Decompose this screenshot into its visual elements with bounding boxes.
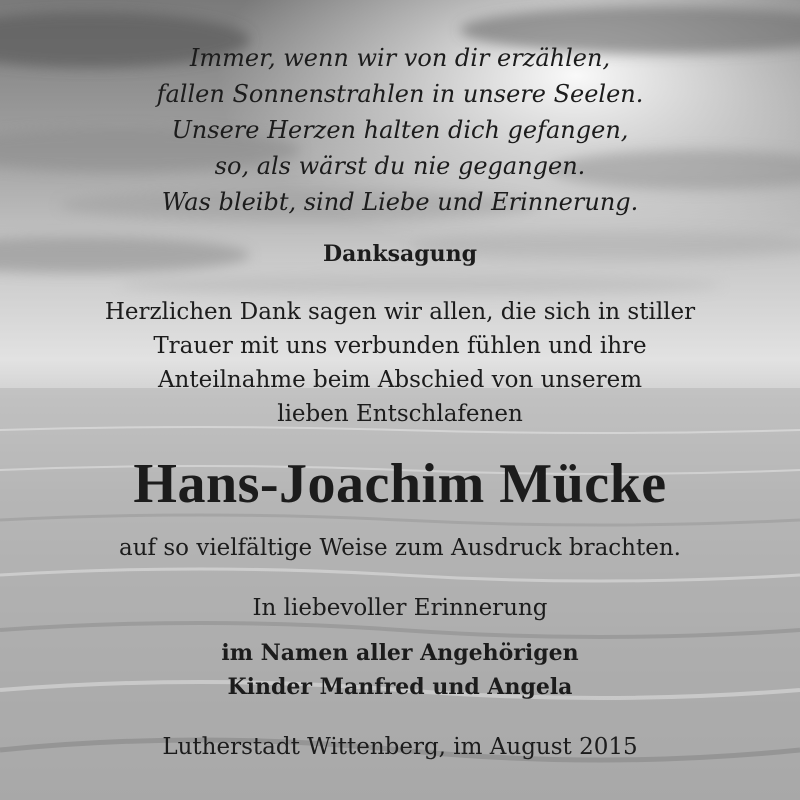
place-date: Lutherstadt Wittenberg, im August 2015: [162, 734, 638, 760]
thanks-line: Herzlichen Dank sagen wir allen, die sich in stiller: [104, 299, 696, 325]
poem-line: so, als wärst du nie gegangen.: [214, 152, 586, 180]
thanks-line: lieben Entschlafenen: [277, 401, 523, 427]
after-name-text: auf so vielfältige Weise zum Ausdruck brachten.: [119, 535, 681, 561]
poem-line: Was bleibt, sind Liebe und Erinnerung.: [161, 188, 639, 216]
poem-line: Immer, wenn wir von dir erzählen,: [189, 44, 611, 72]
signer-line: Kinder Manfred und Angela: [227, 674, 573, 700]
thanks-line: Anteilnahme beim Abschied von unserem: [157, 367, 643, 393]
heading: Danksagung: [323, 241, 477, 267]
thanks-text: [0, 295, 800, 431]
thanks-line: Trauer mit uns verbunden fühlen und ihre: [153, 333, 647, 359]
memory-line: In liebevoller Erinnerung: [252, 595, 548, 621]
poem: [0, 40, 800, 220]
signers: [0, 636, 800, 704]
poem-line: Unsere Herzen halten dich gefangen,: [171, 116, 629, 144]
poem-line: fallen Sonnenstrahlen in unsere Seelen.: [156, 80, 644, 108]
signer-line: im Namen aller Angehörigen: [221, 640, 579, 666]
deceased-name: Hans-Joachim Mücke: [133, 453, 667, 515]
